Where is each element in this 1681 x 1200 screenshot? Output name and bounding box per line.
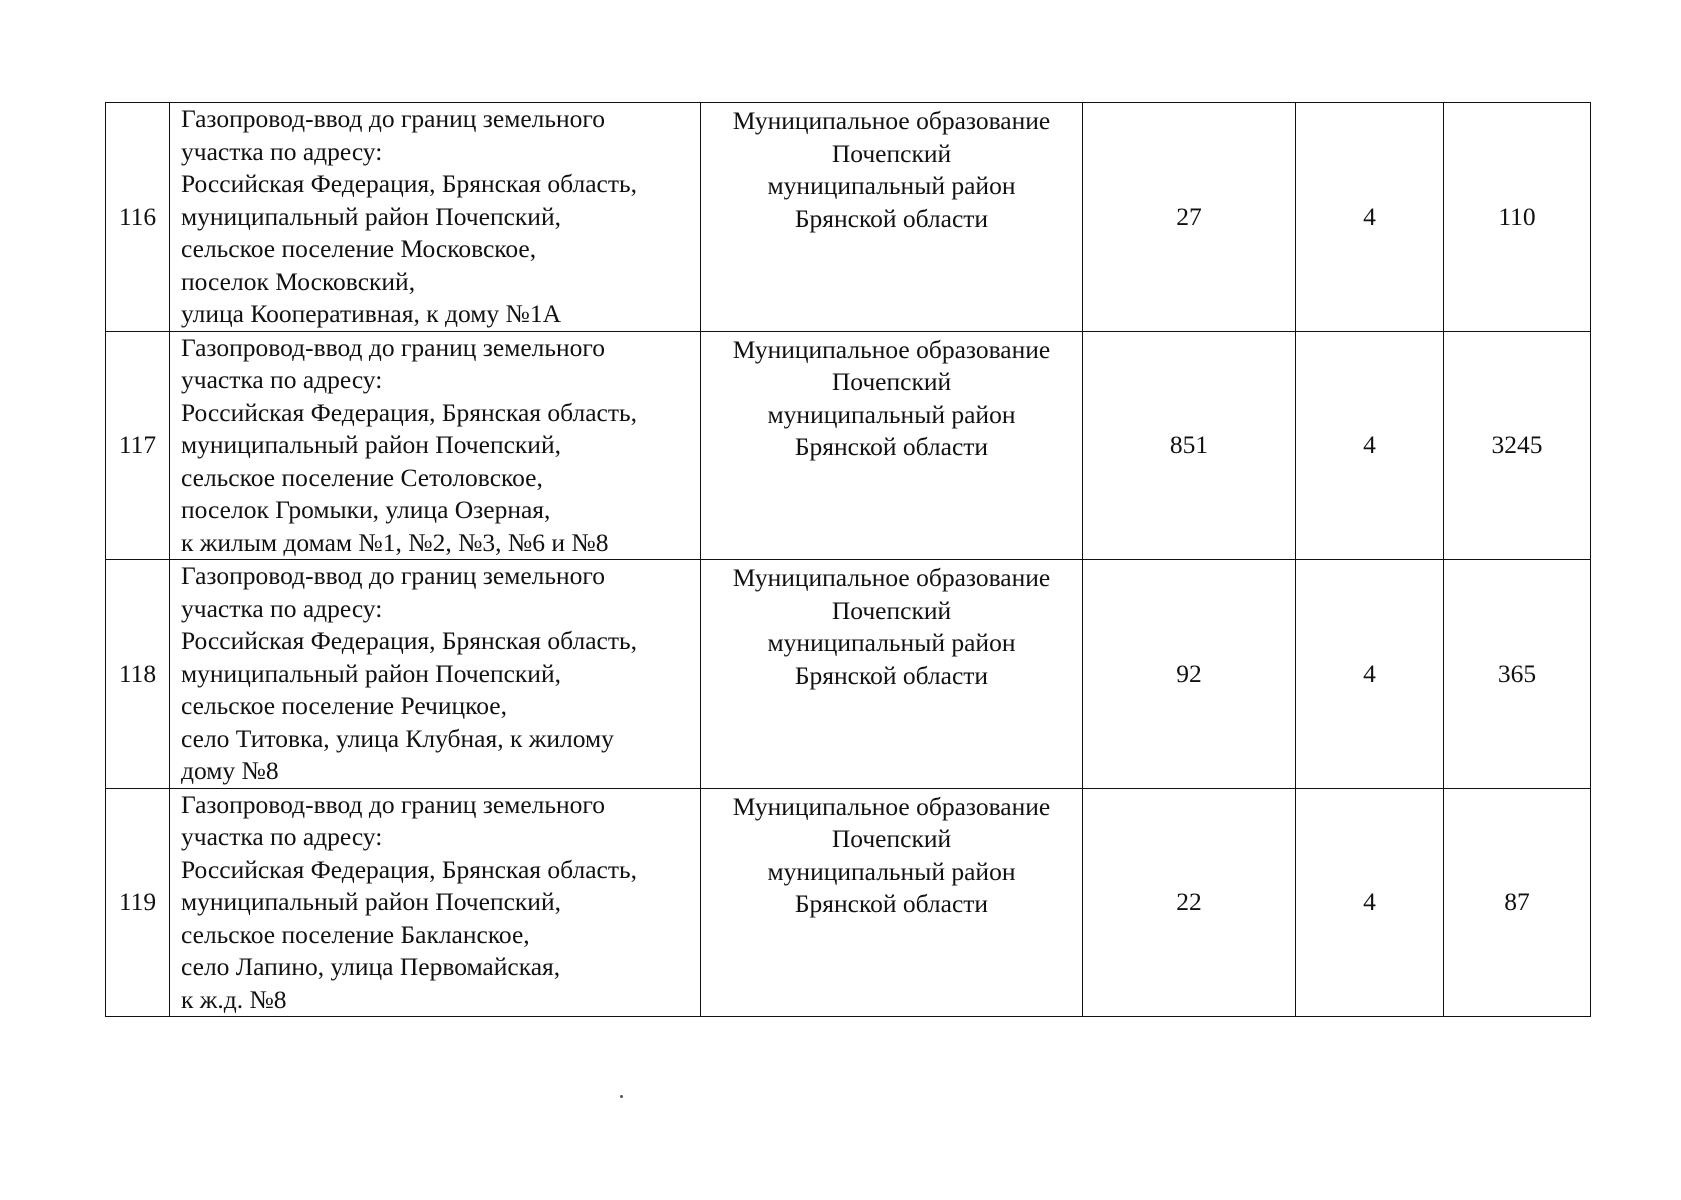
description-line: Российская Федерация, Брянская область, xyxy=(181,626,637,655)
description-line: участка по адресу: xyxy=(181,365,383,394)
area-cell: 87 xyxy=(1444,788,1591,1017)
description-line: дому №8 xyxy=(181,756,279,785)
object-description xyxy=(170,560,701,789)
row-number: 117 xyxy=(106,331,170,560)
row-number: 119 xyxy=(106,788,170,1017)
description-line: муниципальный район Почепский, xyxy=(181,887,561,916)
description-line: Газопровод-ввод до границ земельного xyxy=(181,561,605,590)
description-line: муниципальный район Почепский, xyxy=(181,430,561,459)
pressure-cell: 4 xyxy=(1296,103,1444,332)
description-line: поселок Московский, xyxy=(181,266,416,296)
table-body xyxy=(106,103,1591,1017)
owner-line: Почепский xyxy=(831,367,952,396)
pressure-cell: 4 xyxy=(1296,331,1444,560)
owner-line: Почепский xyxy=(831,595,952,625)
object-description xyxy=(170,788,701,1017)
row-number: 118 xyxy=(106,560,170,789)
object-description xyxy=(170,103,701,332)
table-row xyxy=(106,788,1591,1017)
length-cell: 27 xyxy=(1083,103,1296,332)
row-number: 116 xyxy=(106,103,170,332)
owner-line: муниципальный район xyxy=(767,628,1016,657)
description-line: сельское поселение Сетоловское, xyxy=(181,462,543,492)
pressure-cell: 4 xyxy=(1296,788,1444,1017)
description-line: Газопровод-ввод до границ земельного xyxy=(181,332,605,362)
owner-line: Муниципальное образование xyxy=(732,106,1051,135)
owner-cell xyxy=(701,560,1083,789)
description-line: Газопровод-ввод до границ земельного xyxy=(181,789,605,819)
description-line: к жилым домам №1, №2, №3, №6 и №8 xyxy=(181,527,609,557)
description-line: поселок Громыки, улица Озерная, xyxy=(181,495,551,524)
table-row xyxy=(106,331,1591,560)
description-line: муниципальный район Почепский, xyxy=(181,658,561,688)
table-row xyxy=(106,560,1591,789)
description-line: участка по адресу: xyxy=(181,136,383,166)
owner-line: Муниципальное образование xyxy=(732,791,1051,821)
owner-line: муниципальный район xyxy=(767,171,1016,200)
owner-line: Почепский xyxy=(831,138,952,168)
description-line: Российская Федерация, Брянская область, xyxy=(181,854,637,884)
length-cell: 92 xyxy=(1083,560,1296,789)
owner-cell xyxy=(701,788,1083,1017)
owner-cell xyxy=(701,331,1083,560)
owner-line: муниципальный район xyxy=(767,399,1016,429)
table-row xyxy=(106,103,1591,332)
owner-cell xyxy=(701,103,1083,332)
description-line: Российская Федерация, Брянская область, xyxy=(181,169,637,198)
length-cell: 22 xyxy=(1083,788,1296,1017)
description-line: участка по адресу: xyxy=(181,822,383,851)
area-cell: 3245 xyxy=(1444,331,1591,560)
pressure-cell: 4 xyxy=(1296,560,1444,789)
object-description xyxy=(170,331,701,560)
objects-table xyxy=(105,102,1591,1017)
area-cell: 365 xyxy=(1444,560,1591,789)
area-cell: 110 xyxy=(1444,103,1591,332)
description-line: Российская Федерация, Брянская область, xyxy=(181,397,637,427)
description-line: село Лапино, улица Первомайская, xyxy=(181,952,561,981)
stray-dot xyxy=(620,1095,623,1098)
owner-line: Почепский xyxy=(831,824,952,853)
description-line: Газопровод-ввод до границ земельного xyxy=(181,104,605,133)
description-line: сельское поселение Московское, xyxy=(181,234,537,263)
description-line: участка по адресу: xyxy=(181,593,383,623)
owner-line: Брянской области xyxy=(794,889,989,918)
description-line: улица Кооперативная, к дому №1А xyxy=(181,299,561,328)
owner-line: муниципальный район xyxy=(767,856,1016,886)
owner-line: Муниципальное образование xyxy=(732,334,1051,364)
description-line: муниципальный район Почепский, xyxy=(181,201,561,231)
owner-line: Брянской области xyxy=(794,660,989,690)
description-line: к ж.д. №8 xyxy=(181,984,287,1014)
description-line: сельское поселение Бакланское, xyxy=(181,919,530,949)
owner-line: Брянской области xyxy=(794,203,989,233)
owner-line: Брянской области xyxy=(794,432,989,461)
length-cell: 851 xyxy=(1083,331,1296,560)
owner-line: Муниципальное образование xyxy=(732,563,1051,592)
description-line: сельское поселение Речицкое, xyxy=(181,691,507,720)
description-line: село Титовка, улица Клубная, к жилому xyxy=(181,723,614,753)
